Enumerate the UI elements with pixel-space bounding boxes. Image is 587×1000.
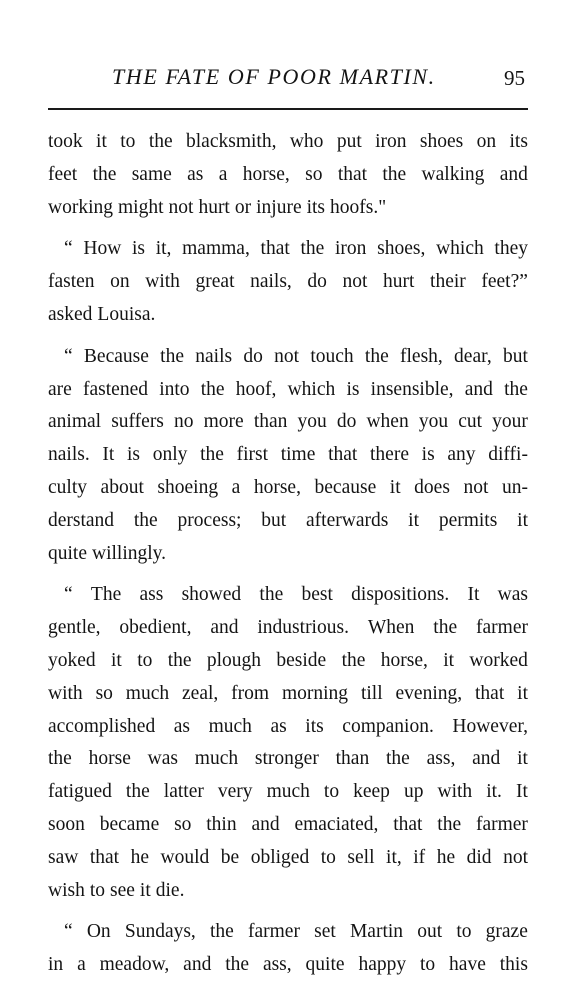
word: the xyxy=(167,649,192,671)
text-line xyxy=(48,612,528,645)
header-rule xyxy=(48,108,528,110)
text-line xyxy=(48,233,528,266)
word: afterwards xyxy=(306,509,389,531)
word: you xyxy=(297,411,327,433)
text-line xyxy=(48,472,528,505)
word: soon xyxy=(48,813,85,835)
word: quite xyxy=(305,954,345,976)
text-line xyxy=(48,579,528,612)
word: Louisa. xyxy=(97,303,156,325)
word: you xyxy=(418,411,449,433)
word: so xyxy=(174,813,192,835)
text-line xyxy=(48,299,528,332)
word: is xyxy=(421,444,435,466)
word: suffers xyxy=(111,411,164,433)
word: feet?” xyxy=(481,271,528,293)
word: see xyxy=(110,879,135,901)
word: and xyxy=(499,163,528,185)
word: it xyxy=(517,509,528,531)
word: asked xyxy=(48,303,93,325)
text-line xyxy=(48,678,528,711)
word: latter xyxy=(163,781,204,803)
word: but xyxy=(502,345,528,367)
word: fastened xyxy=(83,378,148,400)
word: on xyxy=(476,131,497,152)
word: became xyxy=(99,813,160,835)
word: they xyxy=(494,238,528,260)
word: about xyxy=(100,476,144,498)
word: from xyxy=(231,682,270,704)
word: have xyxy=(449,954,486,976)
word: that xyxy=(393,813,423,835)
word: its xyxy=(305,715,324,737)
word: worked xyxy=(469,649,528,671)
word: Martin xyxy=(349,921,404,943)
word: the xyxy=(148,131,173,152)
word: diffi- xyxy=(488,444,528,466)
word: was xyxy=(497,584,528,606)
word: ass, xyxy=(426,748,456,770)
word: ass xyxy=(139,584,164,606)
text-line xyxy=(48,266,528,299)
text-line xyxy=(48,645,528,678)
word: un- xyxy=(501,476,528,498)
word: culty xyxy=(48,476,87,498)
word: the xyxy=(92,163,117,185)
word: hurt xyxy=(383,271,415,293)
word: morning xyxy=(281,682,349,704)
word: hoofs." xyxy=(330,196,387,218)
word: it xyxy=(139,879,151,901)
word: would xyxy=(160,846,210,868)
word: and xyxy=(251,813,280,835)
word: obedient, xyxy=(119,617,192,639)
word: might xyxy=(118,196,164,218)
word: no xyxy=(174,411,194,433)
word: on xyxy=(110,271,130,293)
text-line xyxy=(48,711,528,744)
word: and xyxy=(472,748,501,770)
word: much xyxy=(208,715,252,737)
word: more xyxy=(203,411,244,433)
text-line xyxy=(48,159,528,192)
word: a xyxy=(231,476,241,498)
text-line xyxy=(48,949,528,982)
word: yoked xyxy=(48,649,96,671)
word: and xyxy=(210,617,239,639)
word: farmer xyxy=(476,617,528,639)
word: keep xyxy=(353,781,390,803)
word: time xyxy=(280,444,316,466)
word: nails, xyxy=(250,271,292,293)
word: and xyxy=(464,378,493,400)
word: is xyxy=(131,238,145,260)
text-line xyxy=(48,439,528,472)
word: their xyxy=(430,271,466,293)
text-line xyxy=(48,126,528,159)
page-number: 95 xyxy=(504,66,525,90)
word: animal xyxy=(48,411,102,433)
word: much xyxy=(125,682,170,704)
word: die. xyxy=(155,879,185,901)
word: The xyxy=(90,584,122,606)
word: it xyxy=(517,748,528,770)
word: as xyxy=(173,715,191,737)
word: but xyxy=(261,509,287,531)
word: does xyxy=(414,476,450,498)
word: best xyxy=(301,584,333,606)
word: fatigued xyxy=(48,781,112,803)
word: was xyxy=(147,748,178,770)
text-line xyxy=(48,809,528,842)
word: its xyxy=(306,196,326,218)
word: the xyxy=(259,584,284,606)
word: mamma, xyxy=(182,238,250,260)
word: gentle, xyxy=(48,617,101,639)
word: walking xyxy=(421,163,485,185)
word: ass, xyxy=(262,954,292,976)
word: to xyxy=(323,781,340,803)
word: as xyxy=(187,163,204,185)
word: willingly. xyxy=(92,542,167,564)
word: beside xyxy=(276,649,327,671)
word: dear, xyxy=(454,345,492,367)
word: not xyxy=(342,271,368,293)
word: be xyxy=(220,846,240,868)
text-line xyxy=(48,505,528,538)
word: “ xyxy=(64,584,73,606)
word: great xyxy=(195,271,235,293)
word: to xyxy=(320,846,336,868)
word: Because xyxy=(83,345,149,367)
word: its xyxy=(509,131,528,152)
word: How xyxy=(83,238,122,260)
word: it xyxy=(96,131,107,152)
word: a xyxy=(77,954,86,976)
word: farmer xyxy=(247,921,300,943)
word: meadow, xyxy=(99,954,170,976)
word: flesh, xyxy=(400,345,443,367)
word: do xyxy=(336,411,357,433)
word: so xyxy=(305,163,323,185)
word: to xyxy=(419,954,436,976)
word: permits xyxy=(438,509,498,531)
word: the xyxy=(433,617,458,639)
word: It xyxy=(102,444,115,466)
running-title: THE FATE OF POOR MARTIN. xyxy=(112,64,436,89)
word: the xyxy=(341,649,366,671)
word: horse, xyxy=(380,649,428,671)
word: with xyxy=(437,781,473,803)
word: the xyxy=(133,509,158,531)
word: your xyxy=(492,411,528,433)
word: accomplished xyxy=(48,715,156,737)
word: which xyxy=(287,378,336,400)
text-line xyxy=(48,406,528,439)
word: out xyxy=(417,921,443,943)
word: shoeing xyxy=(157,476,219,498)
word: feet xyxy=(48,163,78,185)
word: do xyxy=(243,345,263,367)
text-line xyxy=(48,374,528,407)
word: hoof, xyxy=(235,378,277,400)
word: the xyxy=(200,378,225,400)
word: took xyxy=(48,131,83,152)
word: much xyxy=(266,781,310,803)
word: till xyxy=(360,682,383,704)
word: It xyxy=(515,781,528,803)
word: that xyxy=(260,238,290,260)
word: process; xyxy=(177,509,242,531)
text-line xyxy=(48,842,528,875)
word: the xyxy=(200,444,224,466)
word: However, xyxy=(452,715,528,737)
word: happy xyxy=(358,954,407,976)
word: the xyxy=(437,813,462,835)
word: not xyxy=(274,345,300,367)
word: much xyxy=(194,748,239,770)
word: very xyxy=(217,781,253,803)
word: this xyxy=(499,954,528,976)
word: is xyxy=(127,444,141,466)
word: it. xyxy=(486,781,502,803)
word: On xyxy=(86,921,111,943)
word: so xyxy=(95,682,113,704)
word: that xyxy=(328,444,358,466)
word: into xyxy=(159,378,190,400)
word: the xyxy=(504,378,528,400)
word: same xyxy=(131,163,172,185)
word: stronger xyxy=(254,748,319,770)
word: it xyxy=(517,682,528,704)
word: nails. xyxy=(48,444,90,466)
word: it xyxy=(389,476,401,498)
word: “ xyxy=(64,921,73,943)
word: that xyxy=(475,682,505,704)
word: not xyxy=(463,476,489,498)
word: shoes, xyxy=(377,238,426,260)
word: sell xyxy=(347,846,375,868)
running-header xyxy=(0,64,587,100)
word: touch xyxy=(310,345,354,367)
word: or xyxy=(234,196,252,218)
word: and xyxy=(183,954,212,976)
word: saw xyxy=(48,846,79,868)
word: the xyxy=(160,345,184,367)
word: that xyxy=(89,846,120,868)
word: put xyxy=(336,131,362,152)
word: that xyxy=(337,163,368,185)
word: he xyxy=(436,846,456,868)
word: who xyxy=(289,131,324,152)
word: insensible, xyxy=(370,378,454,400)
word: are xyxy=(48,378,72,400)
word: derstand xyxy=(48,509,115,531)
word: the xyxy=(386,748,410,770)
word: to xyxy=(89,879,106,901)
word: emaciated, xyxy=(294,813,379,835)
word: the xyxy=(382,163,407,185)
word: evening, xyxy=(395,682,463,704)
word: the xyxy=(300,238,325,260)
word: dispositions. xyxy=(351,584,450,606)
text-line xyxy=(48,916,528,949)
word: it xyxy=(443,649,455,671)
word: with xyxy=(48,682,83,704)
word: which xyxy=(436,238,484,260)
text-line xyxy=(48,192,528,225)
word: it, xyxy=(386,846,402,868)
word: fasten xyxy=(48,271,95,293)
word: industrious. xyxy=(257,617,349,639)
word: “ xyxy=(64,238,73,260)
text-line xyxy=(48,875,528,908)
word: shoes xyxy=(419,131,464,152)
word: the xyxy=(125,781,150,803)
word: wish xyxy=(48,879,85,901)
word: hurt xyxy=(198,196,230,218)
word: first xyxy=(236,444,269,466)
word: quite xyxy=(48,542,87,564)
word: iron xyxy=(375,131,407,152)
word: graze xyxy=(485,921,528,943)
word: plough xyxy=(206,649,262,671)
text-line xyxy=(48,341,528,374)
word: as xyxy=(270,715,287,737)
word: nails xyxy=(195,345,233,367)
word: cut xyxy=(458,411,483,433)
word: When xyxy=(367,617,415,639)
text-line xyxy=(48,743,528,776)
word: not xyxy=(503,846,528,868)
word: in xyxy=(48,954,64,976)
word: the xyxy=(225,954,250,976)
word: horse xyxy=(88,748,131,770)
word: only xyxy=(152,444,188,466)
word: thin xyxy=(206,813,237,835)
word: farmer xyxy=(475,813,528,835)
word: It xyxy=(467,584,480,606)
word: injure xyxy=(256,196,302,218)
text-line xyxy=(48,538,528,571)
word: iron xyxy=(335,238,367,260)
word: any xyxy=(447,444,476,466)
word: working xyxy=(48,196,113,218)
word: than xyxy=(253,411,288,433)
word: he xyxy=(130,846,150,868)
word: not xyxy=(168,196,194,218)
body-text xyxy=(48,126,528,982)
word: companion. xyxy=(342,715,434,737)
word: when xyxy=(366,411,409,433)
word: with xyxy=(145,271,180,293)
word: if xyxy=(413,846,426,868)
word: to xyxy=(137,649,153,671)
word: zeal, xyxy=(182,682,219,704)
word: the xyxy=(48,748,72,770)
word: a xyxy=(218,163,228,185)
word: the xyxy=(209,921,234,943)
word: showed xyxy=(181,584,242,606)
word: set xyxy=(314,921,336,943)
word: because xyxy=(314,476,377,498)
word: did xyxy=(466,846,492,868)
word: to xyxy=(456,921,472,943)
word: there xyxy=(370,444,409,466)
word: obliged xyxy=(250,846,310,868)
text-line xyxy=(48,776,528,809)
word: blacksmith, xyxy=(186,131,277,152)
word: horse, xyxy=(253,476,301,498)
word: it, xyxy=(155,238,172,260)
word: is xyxy=(346,378,360,400)
word: than xyxy=(335,748,370,770)
word: up xyxy=(403,781,424,803)
word: “ xyxy=(64,345,73,367)
word: do xyxy=(307,271,327,293)
word: the xyxy=(364,345,389,367)
word: it xyxy=(111,649,122,671)
word: Sundays, xyxy=(124,921,196,943)
word: to xyxy=(120,131,136,152)
word: horse, xyxy=(242,163,290,185)
word: it xyxy=(408,509,419,531)
